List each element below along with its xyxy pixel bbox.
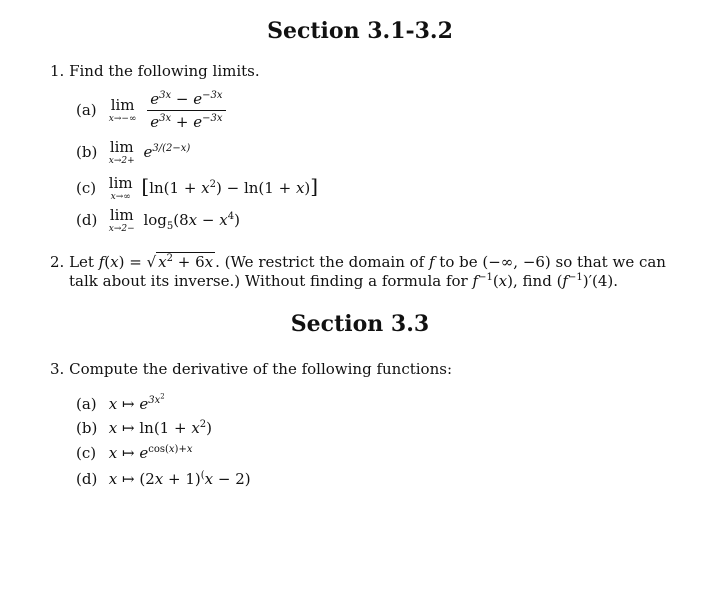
item-label: (b) xyxy=(76,143,98,161)
item-label: (d) xyxy=(76,470,98,488)
expression: x ↦ $e^{3x^2}$ xyxy=(108,393,165,414)
problem-3d xyxy=(76,470,251,488)
limit-operator: lim x→−∞ xyxy=(108,95,137,124)
problem-3a xyxy=(76,393,165,413)
section-heading-2: Section 3.3 xyxy=(290,311,430,337)
expression: $e^{3/(2-x)}$ xyxy=(143,143,191,161)
limit-operator: lim x→2− xyxy=(108,206,135,234)
problem-1b xyxy=(76,140,190,166)
expression: x ↦ $e^{cos(x)+x}$ xyxy=(108,444,193,462)
problem-3b xyxy=(76,419,212,437)
problem-2-number: 2. xyxy=(50,253,65,271)
problem-3-statement xyxy=(50,360,452,378)
item-label: (c) xyxy=(76,179,97,197)
limit-subscript: x→∞ xyxy=(110,192,131,202)
problem-3-number: 3. xyxy=(50,360,65,378)
fraction-numerator: $e^{3x} - e^{-3x}$ xyxy=(147,90,225,111)
problem-1-text: Find the following limits. xyxy=(69,62,260,80)
limit-subscript: x→2+ xyxy=(108,156,135,166)
item-label: (c) xyxy=(76,444,97,462)
limit-subscript: x→−∞ xyxy=(108,113,137,124)
item-label: (b) xyxy=(76,419,98,437)
limit-operator: lim x→2+ xyxy=(108,138,135,166)
section-heading-1: Section 3.1-3.2 xyxy=(267,18,453,44)
problem-1c xyxy=(76,174,318,202)
fraction xyxy=(147,90,225,131)
expression: $\log_5(8x - x^4)$ xyxy=(143,211,240,232)
item-label: (a) xyxy=(76,100,97,119)
expression: $[\ln(1 + x^2) - \ln(1 + x)]$ xyxy=(141,174,319,198)
problem-1d xyxy=(76,208,240,234)
problem-3c xyxy=(76,444,192,462)
problem-2-line-2: talk about its inverse.) Without finding a formula for $f^{-1}(x)$, find $(f^{-1})'(4)$. xyxy=(69,272,619,290)
item-label: (a) xyxy=(76,395,97,414)
problem-3-text: Compute the derivative of the following functions: xyxy=(69,360,453,378)
problem-1a xyxy=(76,90,226,131)
expression: x ↦ (2x + 1)(x − 2) xyxy=(108,470,251,488)
problem-1-number: 1. xyxy=(50,62,65,80)
limit-operator: lim x→∞ xyxy=(108,174,133,202)
problem-2-line-1: 2. Let f(x) = √ $x^2 + 6x$ . (We restrict the domain of f to be (−∞, −6) so that we can xyxy=(50,253,666,271)
fraction-denominator: $e^{3x} + e^{-3x}$ xyxy=(150,113,223,131)
expression: x ↦ $\ln(1 + x^2)$ xyxy=(108,419,213,437)
item-label: (d) xyxy=(76,211,98,229)
limit-subscript: x→2− xyxy=(108,224,135,234)
problem-1-statement xyxy=(50,62,260,80)
